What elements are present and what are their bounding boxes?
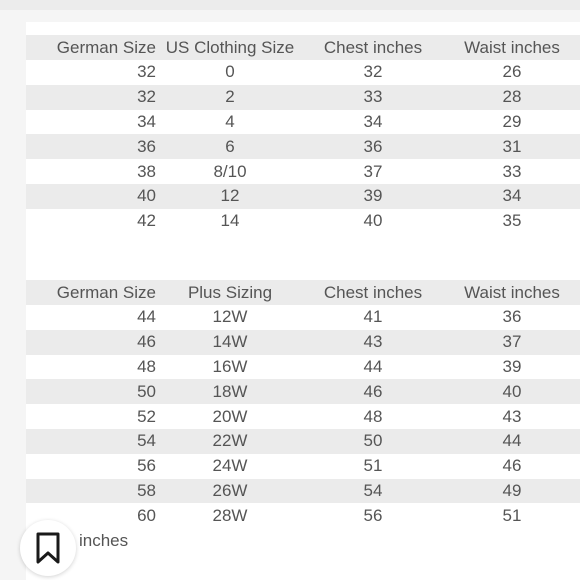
cell-chest: 33 — [302, 85, 444, 110]
table-row — [26, 454, 580, 479]
table-row — [26, 305, 580, 330]
header-plus-sizing: Plus Sizing — [158, 280, 302, 305]
table-header-row — [26, 280, 580, 305]
cell-chest: 36 — [302, 134, 444, 159]
cell-waist: 26 — [444, 60, 580, 85]
cell-chest: 48 — [302, 404, 444, 429]
cell-german-size: 50 — [26, 379, 158, 404]
header-german-size: German Size — [26, 35, 158, 60]
bookmark-icon — [35, 532, 61, 564]
cell-german-size: 46 — [26, 330, 158, 355]
cell-plus-size: 16W — [158, 355, 302, 380]
table-row — [26, 379, 580, 404]
cell-chest: 32 — [302, 60, 444, 85]
table-row — [26, 184, 580, 209]
cell-german-size: 34 — [26, 110, 158, 135]
cell-us-size: 2 — [158, 85, 302, 110]
cell-waist: 46 — [444, 454, 580, 479]
cell-german-size: 44 — [26, 305, 158, 330]
cell-chest: 54 — [302, 479, 444, 504]
header-us-clothing-size: US Clothing Size — [158, 35, 302, 60]
cell-us-size: 14 — [158, 209, 302, 234]
cell-plus-size: 24W — [158, 454, 302, 479]
cell-waist: 39 — [444, 355, 580, 380]
table-row — [26, 134, 580, 159]
cell-chest: 34 — [302, 110, 444, 135]
cell-plus-size: 12W — [158, 305, 302, 330]
cell-german-size: 42 — [26, 209, 158, 234]
table-row — [26, 429, 580, 454]
cell-waist: 31 — [444, 134, 580, 159]
cell-waist: 29 — [444, 110, 580, 135]
cell-waist: 51 — [444, 503, 580, 528]
cell-us-size: 6 — [158, 134, 302, 159]
table-row — [26, 110, 580, 135]
cell-plus-size: 18W — [158, 379, 302, 404]
cell-german-size: 52 — [26, 404, 158, 429]
cell-us-size: 0 — [158, 60, 302, 85]
cell-german-size: 38 — [26, 159, 158, 184]
cell-waist: 36 — [444, 305, 580, 330]
cell-german-size: 36 — [26, 134, 158, 159]
cell-plus-size: 26W — [158, 479, 302, 504]
cell-chest: 37 — [302, 159, 444, 184]
cell-us-size: 8/10 — [158, 159, 302, 184]
bookmark-button[interactable] — [20, 520, 76, 576]
cell-us-size: 12 — [158, 184, 302, 209]
table-row — [26, 85, 580, 110]
cell-waist: 34 — [444, 184, 580, 209]
cell-chest: 40 — [302, 209, 444, 234]
cell-chest: 39 — [302, 184, 444, 209]
cell-waist: 35 — [444, 209, 580, 234]
cell-waist: 40 — [444, 379, 580, 404]
footer-inches-text: inches — [79, 531, 129, 550]
plus-size-table — [26, 280, 580, 528]
table-row — [26, 479, 580, 504]
cell-waist: 37 — [444, 330, 580, 355]
header-waist-inches: Waist inches — [444, 280, 580, 305]
header-waist-inches: Waist inches — [444, 35, 580, 60]
cell-plus-size: 22W — [158, 429, 302, 454]
cell-chest: 51 — [302, 454, 444, 479]
table-row — [26, 404, 580, 429]
cell-waist: 49 — [444, 479, 580, 504]
cell-german-size: 48 — [26, 355, 158, 380]
cell-plus-size: 28W — [158, 503, 302, 528]
table-header-row — [26, 35, 580, 60]
cell-chest: 44 — [302, 355, 444, 380]
table-row — [26, 209, 580, 234]
cell-chest: 56 — [302, 503, 444, 528]
cell-german-size: 32 — [26, 60, 158, 85]
table-row — [26, 159, 580, 184]
header-german-size: German Size — [26, 280, 158, 305]
table-row — [26, 330, 580, 355]
cell-chest: 46 — [302, 379, 444, 404]
cell-plus-size: 14W — [158, 330, 302, 355]
cell-german-size: 56 — [26, 454, 158, 479]
table-row — [26, 503, 580, 528]
cell-waist: 44 — [444, 429, 580, 454]
header-chest-inches: Chest inches — [302, 35, 444, 60]
cell-german-size: 58 — [26, 479, 158, 504]
cell-waist: 33 — [444, 159, 580, 184]
cell-chest: 50 — [302, 429, 444, 454]
cell-german-size: 54 — [26, 429, 158, 454]
cell-german-size: 32 — [26, 85, 158, 110]
cell-german-size: 40 — [26, 184, 158, 209]
top-strip — [0, 0, 580, 10]
cell-german-size: 60 — [26, 503, 158, 528]
cell-waist: 43 — [444, 404, 580, 429]
cell-us-size: 4 — [158, 110, 302, 135]
table-row — [26, 60, 580, 85]
header-chest-inches: Chest inches — [302, 280, 444, 305]
cell-chest: 43 — [302, 330, 444, 355]
cell-waist: 28 — [444, 85, 580, 110]
us-size-table — [26, 35, 580, 234]
cell-plus-size: 20W — [158, 404, 302, 429]
cell-chest: 41 — [302, 305, 444, 330]
table-row — [26, 355, 580, 380]
